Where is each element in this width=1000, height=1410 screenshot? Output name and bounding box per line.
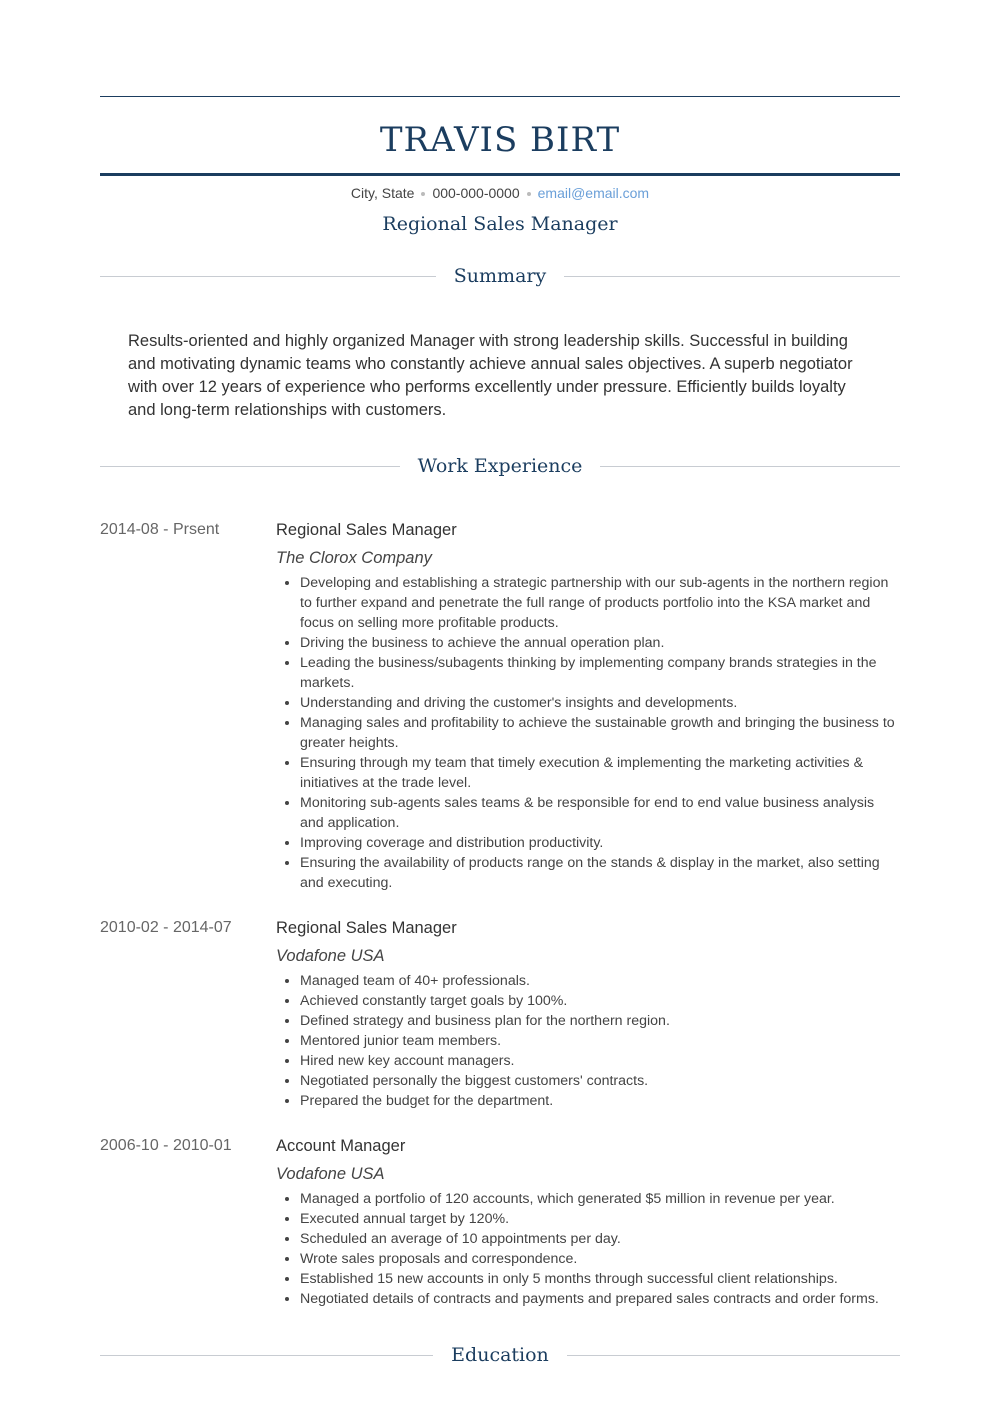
job-dates: 2014-08 - Prsent <box>100 521 220 538</box>
job-title: Regional Sales Manager <box>276 919 457 937</box>
summary-text: Results-oriented and highly organized Manager with strong leadership skills. Successful in building and motivating dynamic teams who constantly achieve annual sales objectives. A superb negotiator with over 12 years of experience who performs excellently under pressure. Efficiently builds loyalty and long-term relationships with customers. <box>128 332 853 419</box>
name-divider <box>100 173 900 176</box>
resume-page <box>100 96 900 1369</box>
job-bullet: • Negotiated details of contracts and payments and prepared sales contracts and order forms. <box>300 1289 900 1309</box>
job-bullet: • Ensuring the availability of products range on the stands & display in the market, also setting and executing. <box>300 853 900 893</box>
job-bullet: • Defined strategy and business plan for the northern region. <box>300 1011 900 1031</box>
contact-email-link[interactable]: email@email.com <box>537 185 650 201</box>
job-bullets <box>276 1189 900 1309</box>
education-heading: Education <box>433 1344 567 1366</box>
job-dates: 2006-10 - 2010-01 <box>100 1137 232 1154</box>
job-bullet: • Established 15 new accounts in only 5 months through successful client relationships. <box>300 1269 900 1289</box>
job-bullet: • Prepared the budget for the department. <box>300 1091 900 1111</box>
separator-dot <box>421 192 425 196</box>
contact-phone: 000-000-0000 <box>432 185 520 201</box>
job-body <box>276 1135 900 1309</box>
job-entry <box>100 1135 900 1309</box>
job-bullet: • Hired new key account managers. <box>300 1051 900 1071</box>
job-bullet: • Developing and establishing a strategic partnership with our sub-agents in the northern region to further expand and penetrate the full range of products portfolio into the KSA market and focus on selling more profitable products. <box>300 573 900 633</box>
separator-dot <box>527 192 531 196</box>
job-bullet: • Driving the business to achieve the annual operation plan. <box>300 633 900 653</box>
work-heading: Work Experience <box>400 455 601 477</box>
job-bullet: • Managed a portfolio of 120 accounts, which generated $5 million in revenue per year. <box>300 1189 900 1209</box>
job-entry <box>100 519 900 893</box>
education-section-header <box>100 1341 900 1369</box>
job-bullet: • Managing sales and profitability to achieve the sustainable growth and bringing the business to greater heights. <box>300 713 900 753</box>
job-bullet: • Negotiated personally the biggest customers' contracts. <box>300 1071 900 1091</box>
job-bullet: • Improving coverage and distribution productivity. <box>300 833 900 853</box>
job-bullet: • Achieved constantly target goals by 100%. <box>300 991 900 1011</box>
job-bullet: • Executed annual target by 120%. <box>300 1209 900 1229</box>
job-entry <box>100 917 900 1111</box>
job-bullet: • Ensuring through my team that timely execution & implementing the marketing activities & initiatives at the trade level. <box>300 753 900 793</box>
job-headline: Regional Sales Manager <box>382 213 618 235</box>
summary-section-header <box>100 262 900 290</box>
job-company: Vodafone USA <box>276 1165 385 1183</box>
job-bullet: • Mentored junior team members. <box>300 1031 900 1051</box>
job-body <box>276 519 900 893</box>
job-company: The Clorox Company <box>276 549 432 567</box>
summary-heading: Summary <box>436 265 564 287</box>
contact-location: City, State <box>350 185 415 201</box>
job-bullet: • Scheduled an average of 10 appointments per day. <box>300 1229 900 1249</box>
job-bullet: • Understanding and driving the customer's insights and developments. <box>300 693 900 713</box>
work-section-header <box>100 452 900 480</box>
job-title: Account Manager <box>276 1137 406 1155</box>
job-dates: 2010-02 - 2014-07 <box>100 919 232 936</box>
job-bullet: • Monitoring sub-agents sales teams & be responsible for end to end value business analysis and application. <box>300 793 900 833</box>
job-bullet: • Managed team of 40+ professionals. <box>300 971 900 991</box>
job-bullets <box>276 573 900 893</box>
top-divider <box>100 96 900 97</box>
job-bullet: • Wrote sales proposals and correspondence. <box>300 1249 900 1269</box>
job-bullet: • Leading the business/subagents thinking by implementing company brands strategies in the markets. <box>300 653 900 693</box>
job-company: Vodafone USA <box>276 947 385 965</box>
job-title: Regional Sales Manager <box>276 521 457 539</box>
contact-line <box>100 184 900 202</box>
job-body <box>276 917 900 1111</box>
candidate-name: TRAVIS BIRT <box>379 120 621 160</box>
job-bullets <box>276 971 900 1111</box>
